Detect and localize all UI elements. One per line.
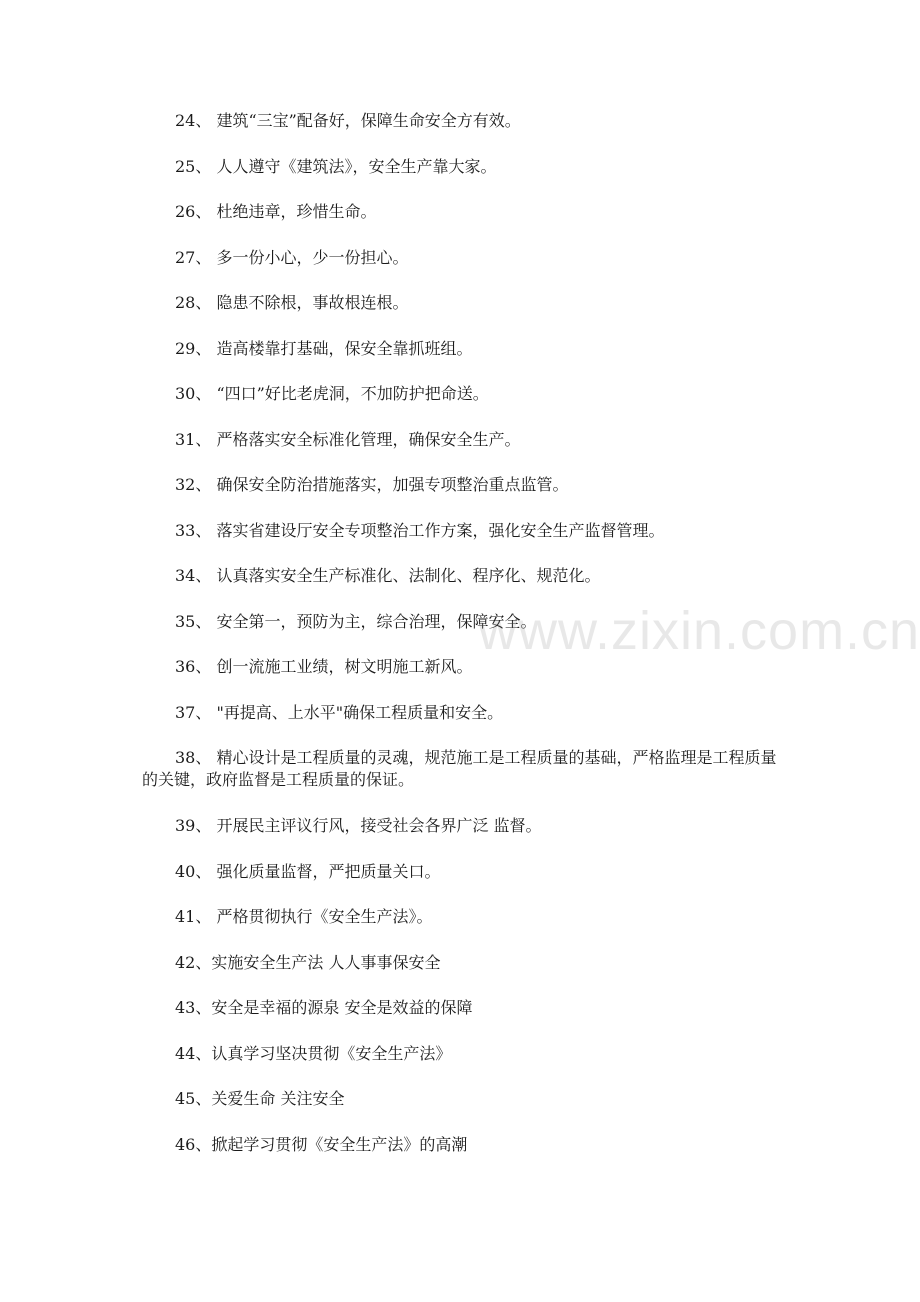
list-item: 36、 创一流施工业绩，树文明施工新风。: [175, 657, 473, 676]
list-item: 44、认真学习坚决贯彻《安全生产法》: [175, 1043, 452, 1063]
list-item: 32、 确保安全防治措施落实，加强专项整治重点监管。: [175, 475, 569, 494]
list-item: 34、 认真落实安全生产标准化、法制化、程序化、规范化。: [175, 566, 601, 585]
list-item: 26、 杜绝违章，珍惜生命。: [175, 202, 377, 221]
list-item: 24、 建筑“三宝”配备好，保障生命安全方有效。: [175, 111, 521, 130]
list-item: 41、 严格贯彻执行《安全生产法》。: [175, 907, 433, 926]
list-item: 42、实施安全生产法 人人事事保安全: [175, 952, 441, 972]
list-item: 31、 严格落实安全标准化管理，确保安全生产。: [175, 429, 521, 449]
list-item: 27、 多一份小心，少一份担心。: [175, 247, 409, 267]
list-item: 25、 人人遵守《建筑法》，安全生产靠大家。: [175, 156, 497, 176]
watermark: www.zixin.com.cn: [478, 601, 920, 661]
list-item: 33、 落实省建设厅安全专项整治工作方案，强化安全生产监督管理。: [175, 520, 665, 540]
list-item: 40、 强化质量监督，严把质量关口。: [175, 861, 441, 881]
list-item: 37、 "再提高、上水平"确保工程质量和安全。: [175, 702, 504, 722]
list-item: 46、掀起学习贯彻《安全生产法》的高潮: [175, 1134, 468, 1154]
list-item: 38、 精心设计是工程质量的灵魂，规范施工是工程质量的基础，严格监理是工程质量的关键，政府监督是工程质量的保证。: [142, 748, 777, 789]
list-item: 39、 开展民主评议行风，接受社会各界广泛 监督。: [175, 816, 542, 835]
list-item: 29、 造高楼靠打基础，保安全靠抓班组。: [175, 338, 473, 358]
list-item: 45、关爱生命 关注安全: [175, 1089, 345, 1108]
list-item: 28、 隐患不除根，事故根连根。: [175, 293, 409, 312]
list-item: 43、安全是幸福的源泉 安全是效益的保障: [175, 998, 473, 1017]
list-item: 30、 “四口”好比老虎洞，不加防护把命送。: [175, 384, 489, 403]
list-item: 35、 安全第一，预防为主，综合治理，保障安全。: [175, 611, 537, 631]
